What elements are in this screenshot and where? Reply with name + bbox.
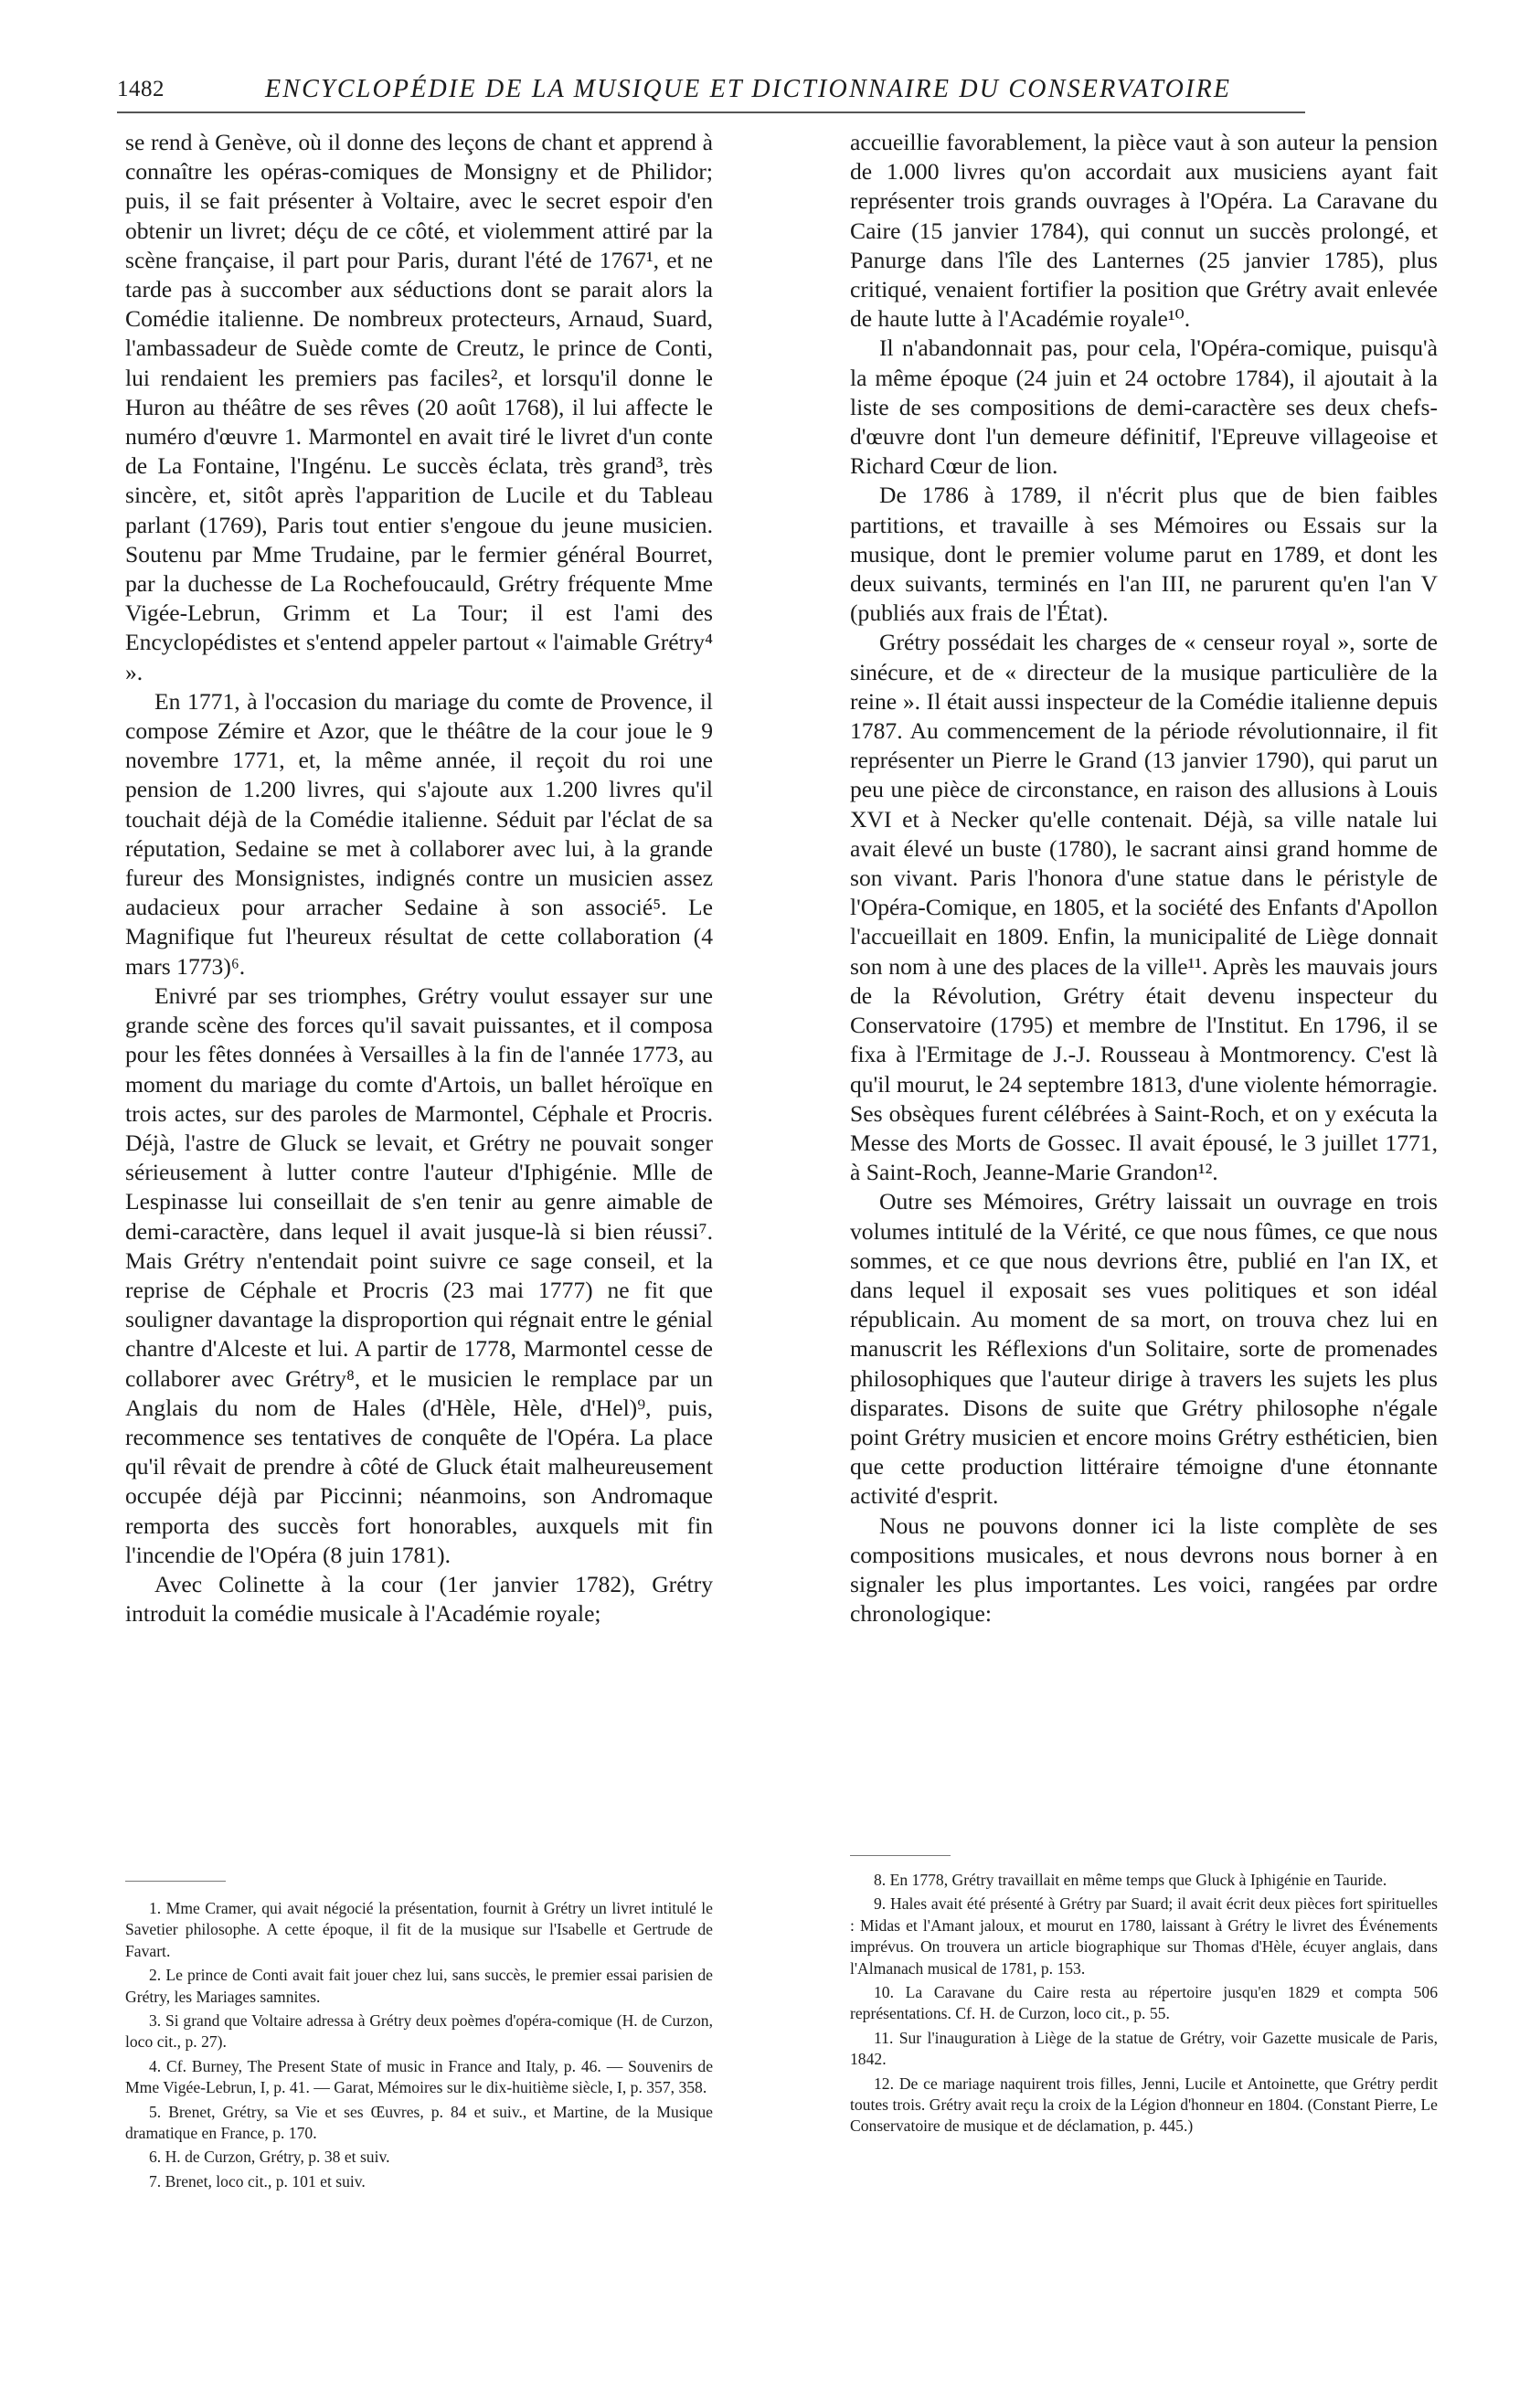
footnote-1: 1. Mme Cramer, qui avait négocié la présentation, fournit à Grétry un livret intitulé le Savetier philosophe. A cette époque, il fit de la musique sur l'Isabelle et Gertrude de Favart. <box>125 1899 713 1960</box>
right-footnotes <box>850 1870 1438 2140</box>
right-paragraph-3: De 1786 à 1789, il n'écrit plus que de bien faibles partitions, et travaille à ses Mémoires ou Essais sur la musique, dont le premier volume parut en 1789, et dont les deux suivants, terminés en l'an III, ne parurent qu'en l'an V (publiés aux frais de l'État). <box>850 482 1438 627</box>
page-number: 1482 <box>117 77 165 101</box>
footnote-3: 3. Si grand que Voltaire adressa à Grétry deux poèmes d'opéra-comique (H. de Curzon, loco cit., p. 27). <box>125 2011 713 2052</box>
left-paragraph-1: se rend à Genève, où il donne des leçons de chant et apprend à connaître les opéras-comiques de Monsigny et de Philidor; puis, il se fait présenter à Voltaire, avec le secret espoir d'en obtenir un livret; déçu de ce côté, et violemment attiré par la scène française, il part pour Paris, durant l'été de 1767¹, et ne tarde pas à succomber aux séductions dont se parait alors la Comédie italienne. De nombreux protecteurs, Arnaud, Suard, l'ambassadeur de Suède comte de Creutz, le prince de Conti, lui rendaient les premiers pas faciles², et lorsqu'il donne le Huron au théâtre de ses rêves (20 août 1768), il lui affecte le numéro d'œuvre 1. Marmontel en avait tiré le livret d'un conte de La Fontaine, l'Ingénu. Le succès éclata, très grand³, très sincère, et, sitôt après l'apparition de Lucile et du Tableau parlant (1769), Paris tout entier s'engoue du jeune musicien. Soutenu par Mme Trudaine, par le fermier général Bourret, par la duchesse de La Rochefoucauld, Grétry fréquente Mme Vigée-Lebrun, Grimm et La Tour; il est l'ami des Encyclopédistes et s'entend appeler partout « l'aimable Grétry⁴ ». <box>125 129 713 685</box>
right-paragraph-4: Grétry possédait les charges de « censeur royal », sorte de sinécure, et de « directeur de la musique particulière de la reine ». Il était aussi inspecteur de la Comédie italienne depuis 1787. Au commencement de la période révolutionnaire, il fit représenter un Pierre le Grand (13 janvier 1790), qui parut un peu une pièce de circonstance, en raison des allusions à Louis XVI et à Necker qu'elle contenait. Déjà, sa ville natale lui avait élevé un buste (1780), le sacrant ainsi grand homme de son vivant. Paris l'honora d'une statue dans le péristyle de l'Opéra-Comique, en 1805, et la société des Enfants d'Apollon l'accueillait en 1809. Enfin, la municipalité de Liège donnait son nom à une des places de la ville¹¹. Après les mauvais jours de la Révolution, Grétry était devenu inspecteur du Conservatoire (1795) et membre de l'Institut. En 1796, il se fixa à l'Ermitage de J.-J. Rousseau à Montmorency. C'est là qu'il mourut, le 24 septembre 1813, d'une violente hémorragie. Ses obsèques furent célébrées à Saint-Roch, et on y exécuta la Messe des Morts de Gossec. Il avait épousé, le 3 juillet 1771, à Saint-Roch, Jeanne-Marie Grandon¹². <box>850 629 1438 1186</box>
footnote-2: 2. Le prince de Conti avait fait jouer chez lui, sans succès, le premier essai parisien de Grétry, les Mariages samnites. <box>125 1966 713 2006</box>
running-title: ENCYCLOPÉDIE DE LA MUSIQUE ET DICTIONNAIRE DU CONSERVATOIRE <box>265 75 1232 103</box>
left-paragraph-2: En 1771, à l'occasion du mariage du comte de Provence, il compose Zémire et Azor, que le théâtre de la cour joue le 9 novembre 1771, et, la même année, il reçoit du roi une pension de 1.200 livres, qui s'ajoute aux 1.200 livres qu'il touchait déjà de la Comédie italienne. Séduit par l'éclat de sa réputation, Sedaine se met à collaborer avec lui, à la grande fureur des Monsignistes, indignés contre un musicien assez audacieux pour arracher Sedaine à son associé⁵. Le Magnifique fut l'heureux résultat de cette collaboration (4 mars 1773)⁶. <box>125 687 713 980</box>
footnote-7: 7. Brenet, loco cit., p. 101 et suiv. <box>149 2171 366 2191</box>
right-paragraph-1: accueillie favorablement, la pièce vaut à son auteur la pension de 1.000 livres qu'on accordait aux musiciens ayant fait représenter trois grands ouvrages à l'Opéra. La Caravane du Caire (15 janvier 1784), qui connut un succès prolongé, et Panurge dans l'île des Lanternes (25 janvier 1785), plus critiqué, venaient fortifier la position que Grétry avait enlevée de haute lutte à l'Académie royale¹⁰. <box>850 129 1438 333</box>
left-paragraph-4: Avec Colinette à la cour (1er janvier 1782), Grétry introduit la comédie musicale à l'Académie royale; <box>125 1570 713 1628</box>
footnote-6: 6. H. de Curzon, Grétry, p. 38 et suiv. <box>149 2148 390 2167</box>
right-column <box>850 128 1438 1628</box>
left-column <box>125 128 713 1628</box>
footnote-5: 5. Brenet, Grétry, sa Vie et ses Œuvres, p. 84 et suiv., et Martine, de la Musique dramatique en France, p. 170. <box>125 2102 713 2143</box>
footnote-4: 4. Cf. Burney, The Present State of music in France and Italy, p. 46. — Souvenirs de Mme Vigée-Lebrun, I, p. 41. — Garat, Mémoires sur le dix-huitième siècle, I, p. 357, 358. <box>125 2056 713 2097</box>
left-footnotes <box>125 1898 713 2195</box>
footnote-11: 11. Sur l'inauguration à Liège de la statue de Grétry, voir Gazette musicale de Paris, 1842. <box>850 2028 1438 2069</box>
footnote-8: 8. En 1778, Grétry travaillait en même temps que Gluck à Iphigénie en Tauride. <box>874 1871 1387 1889</box>
right-paragraph-5: Outre ses Mémoires, Grétry laissait un ouvrage en trois volumes intitulé de la Vérité, ce que nous fûmes, ce que nous sommes, et ce que nous devrions être, publié en l'an IX, et dans lequel il exposait ses vues politiques et son idéal républicain. Au moment de sa mort, on trouva chez lui en manuscrit les Réflexions d'un Solitaire, sorte de promenades philosophiques que l'auteur dirige à travers les sujets les plus disparates. Disons de suite que Grétry philosophe n'égale point Grétry musicien et encore moins Grétry esthéticien, bien que cette production littéraire témoigne d'une étonnante activité d'esprit. <box>850 1188 1438 1510</box>
right-paragraph-6: Nous ne pouvons donner ici la liste complète de ses compositions musicales, et nous devrons nous borner à en signaler les plus importantes. Les voici, rangées par ordre chronologique: <box>850 1512 1438 1628</box>
footnote-9: 9. Hales avait été présenté à Grétry par Suard; il avait écrit deux pièces fort spirituelles : Midas et l'Amant jaloux, et mourut en 1780, laissant à Grétry le livret des Événements imprévus. On trouvera un article biographique sur Thomas d'Hèle, écuyer anglais, dans l'Almanach musical de 1781, p. 153. <box>850 1894 1438 1978</box>
footnote-rule-left <box>125 1881 226 1882</box>
footnote-rule-right <box>850 1855 951 1856</box>
footnote-12: 12. De ce mariage naquirent trois filles, Jenni, Lucile et Antoinette, que Grétry perdit toutes trois. Grétry avait reçu la croix de la Légion d'honneur en 1804. (Constant Pierre, Le Conservatoire de musique et de déclamation, p. 445.) <box>850 2074 1438 2136</box>
right-paragraph-2: Il n'abandonnait pas, pour cela, l'Opéra-comique, puisqu'à la même époque (24 juin et 24 octobre 1784), il ajoutait à la liste de ses compositions de demi-caractère ses deux chefs-d'œuvre dont l'un demeure définitif, l'Epreuve villageoise et Richard Cœur de lion. <box>850 334 1438 480</box>
left-paragraph-3: Enivré par ses triomphes, Grétry voulut essayer sur une grande scène des forces qu'il savait puissantes, et il composa pour les fêtes données à Versailles à la fin de l'année 1773, au moment du mariage du comte d'Artois, un ballet héroïque en trois actes, sur des paroles de Marmontel, Céphale et Procris. Déjà, l'astre de Gluck se levait, et Grétry ne pouvait songer sérieusement à lutter contre l'auteur d'Iphigénie. Mlle de Lespinasse lui conseillait de s'en tenir au genre aimable de demi-caractère, dans lequel il avait jusque-là si bien réussi⁷. Mais Grétry n'entendait point suivre ce sage conseil, et la reprise de Céphale et Procris (23 mai 1777) ne fit que souligner davantage la disproportion qui régnait entre le génial chantre d'Alceste et lui. A partir de 1778, Marmontel cesse de collaborer avec Grétry⁸, et le musicien le remplace par un Anglais du nom de Hales (d'Hèle, Hèle, d'Hel)⁹, puis, recommence ses tentatives de conquête de l'Opéra. La place qu'il rêvait de prendre à côté de Gluck était malheureusement occupée déjà par Piccinni; néanmoins, son Andromaque remporta des succès fort honorables, auxquels mit fin l'incendie de l'Opéra (8 juin 1781). <box>125 981 713 1568</box>
footnote-10: 10. La Caravane du Caire resta au répertoire jusqu'en 1829 et compta 506 représentations. Cf. H. de Curzon, loco cit., p. 55. <box>850 1983 1438 2023</box>
page-header <box>117 75 1305 113</box>
